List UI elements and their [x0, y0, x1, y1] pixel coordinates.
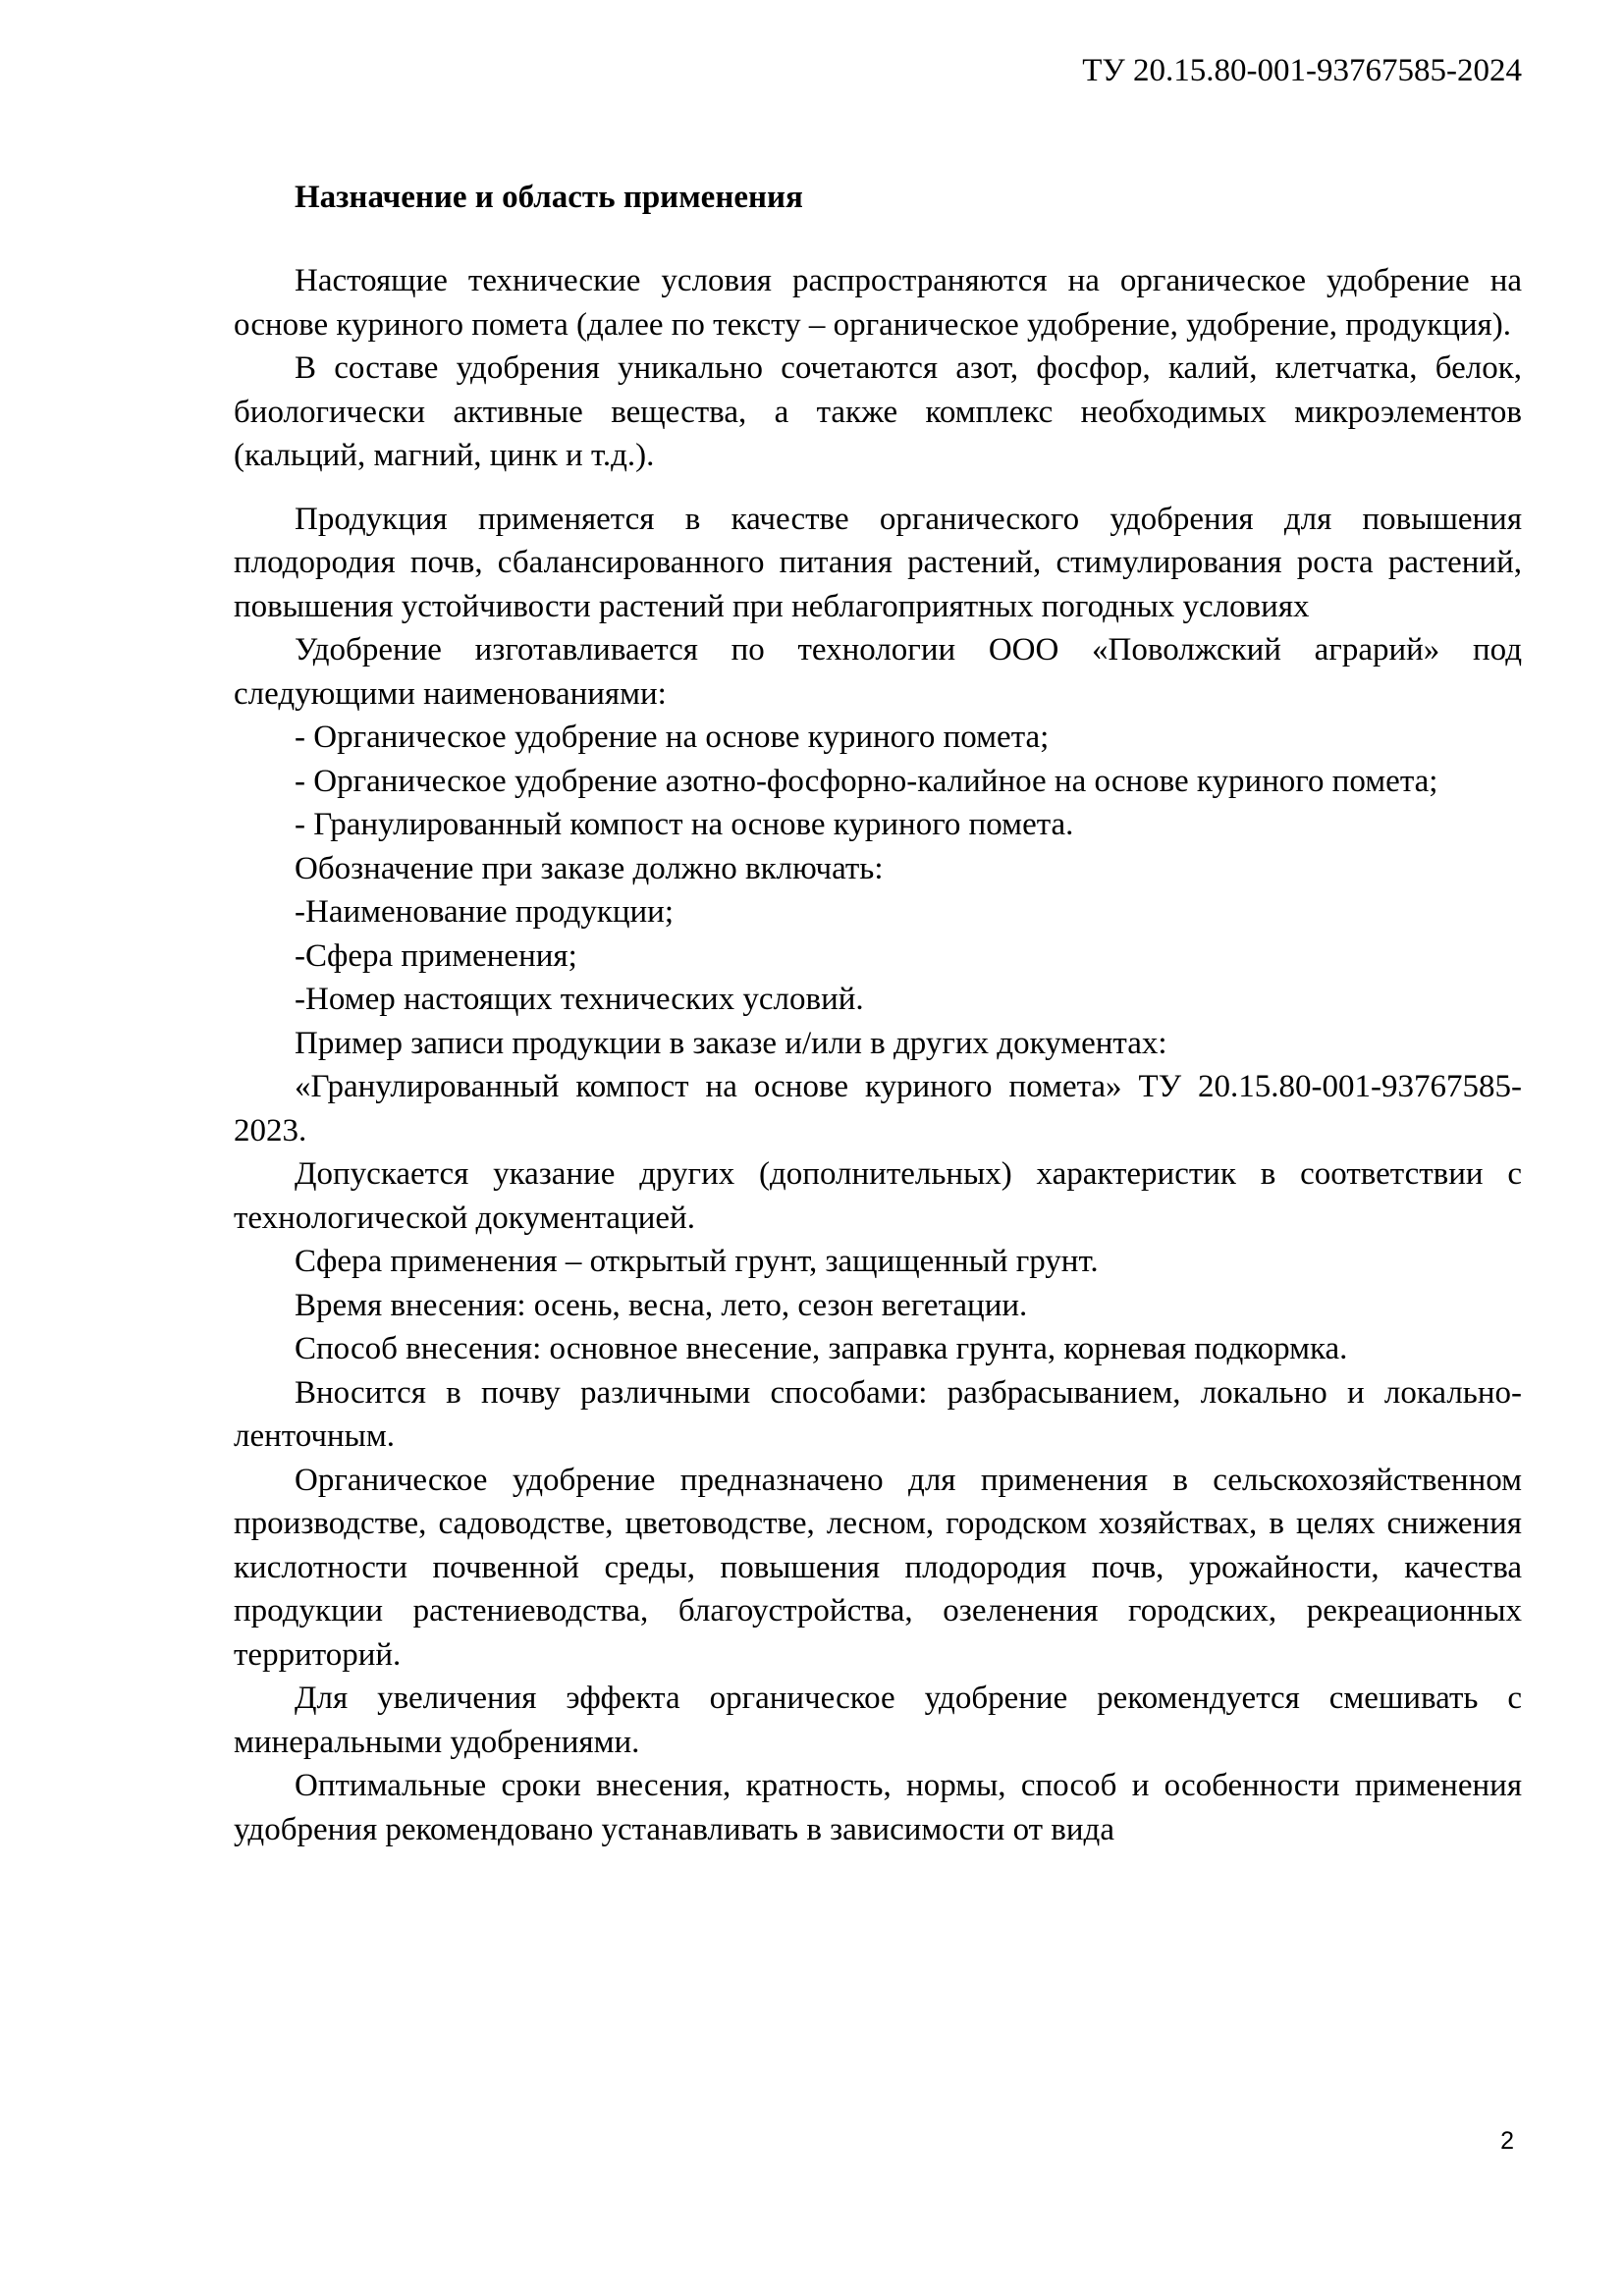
document-code: ТУ 20.15.80-001-93767585-2024	[1082, 53, 1522, 88]
paragraph: Удобрение изготавливается по технологии ООО «Поволжский аграрий» под следующими наименованиями:	[234, 632, 1522, 712]
paragraph: Продукция применяется в качестве органического удобрения для повышения плодородия почв, сбалансированного питания растений, стимулирования роста растений, повышения устойчивости растений при неблагоприятных погодных условиях	[234, 501, 1522, 624]
list-item: - Гранулированный компост на основе куриного помета.	[295, 807, 1074, 842]
paragraph: Для увеличения эффекта органическое удобрение рекомендуется смешивать с минеральными удобрениями.	[234, 1681, 1522, 1760]
paragraph: Обозначение при заказе должно включать:	[295, 850, 884, 886]
list-item: -Наименование продукции;	[295, 894, 675, 930]
page-number: 2	[1500, 2127, 1514, 2155]
paragraph: Допускается указание других (дополнительных) характеристик в соответствии с технологической документацией.	[234, 1156, 1522, 1236]
list-item: -Номер настоящих технических условий.	[295, 982, 864, 1017]
document-body	[234, 259, 1522, 1851]
paragraph: Время внесения: осень, весна, лето, сезон вегетации.	[295, 1287, 1028, 1323]
paragraph: Сфера применения – открытый грунт, защищенный грунт.	[295, 1244, 1099, 1279]
paragraph: Органическое удобрение предназначено для применения в сельскохозяйственном производстве, садоводстве, цветоводстве, лесном, городском хозяйствах, в целях снижения кислотности почвенной среды, повышения плодородия почв, урожайности, качества продукции растениеводства, благоустройства, озеленения городских, рекреационных территорий.	[234, 1462, 1522, 1673]
paragraph: Способ внесения: основное внесение, заправка грунта, корневая подкормка.	[295, 1331, 1348, 1366]
paragraph: «Гранулированный компост на основе куриного помета» ТУ 20.15.80-001-93767585-2023.	[234, 1069, 1522, 1148]
section-heading: Назначение и область применения	[295, 180, 803, 215]
paragraph: Пример записи продукции в заказе и/или в других документах:	[295, 1025, 1167, 1061]
paragraph: Настоящие технические условия распространяются на органическое удобрение на основе куриного помета (далее по тексту – органическое удобрение, удобрение, продукция).	[234, 263, 1522, 343]
list-item: - Органическое удобрение азотно-фосфорно-калийное на основе куриного помета;	[295, 763, 1438, 799]
list-item: - Органическое удобрение на основе куриного помета;	[295, 720, 1050, 755]
paragraph: Оптимальные сроки внесения, кратность, нормы, способ и особенности применения удобрения рекомендовано устанавливать в зависимости от вида	[234, 1768, 1522, 1847]
list-item: -Сфера применения;	[295, 937, 577, 974]
paragraph: Вносится в почву различными способами: разбрасыванием, локально и локально-ленточным.	[234, 1374, 1522, 1454]
paragraph: В составе удобрения уникально сочетаются азот, фосфор, калий, клетчатка, белок, биологически активные вещества, а также комплекс необходимых микроэлементов (кальций, магний, цинк и т.д.).	[234, 350, 1522, 473]
